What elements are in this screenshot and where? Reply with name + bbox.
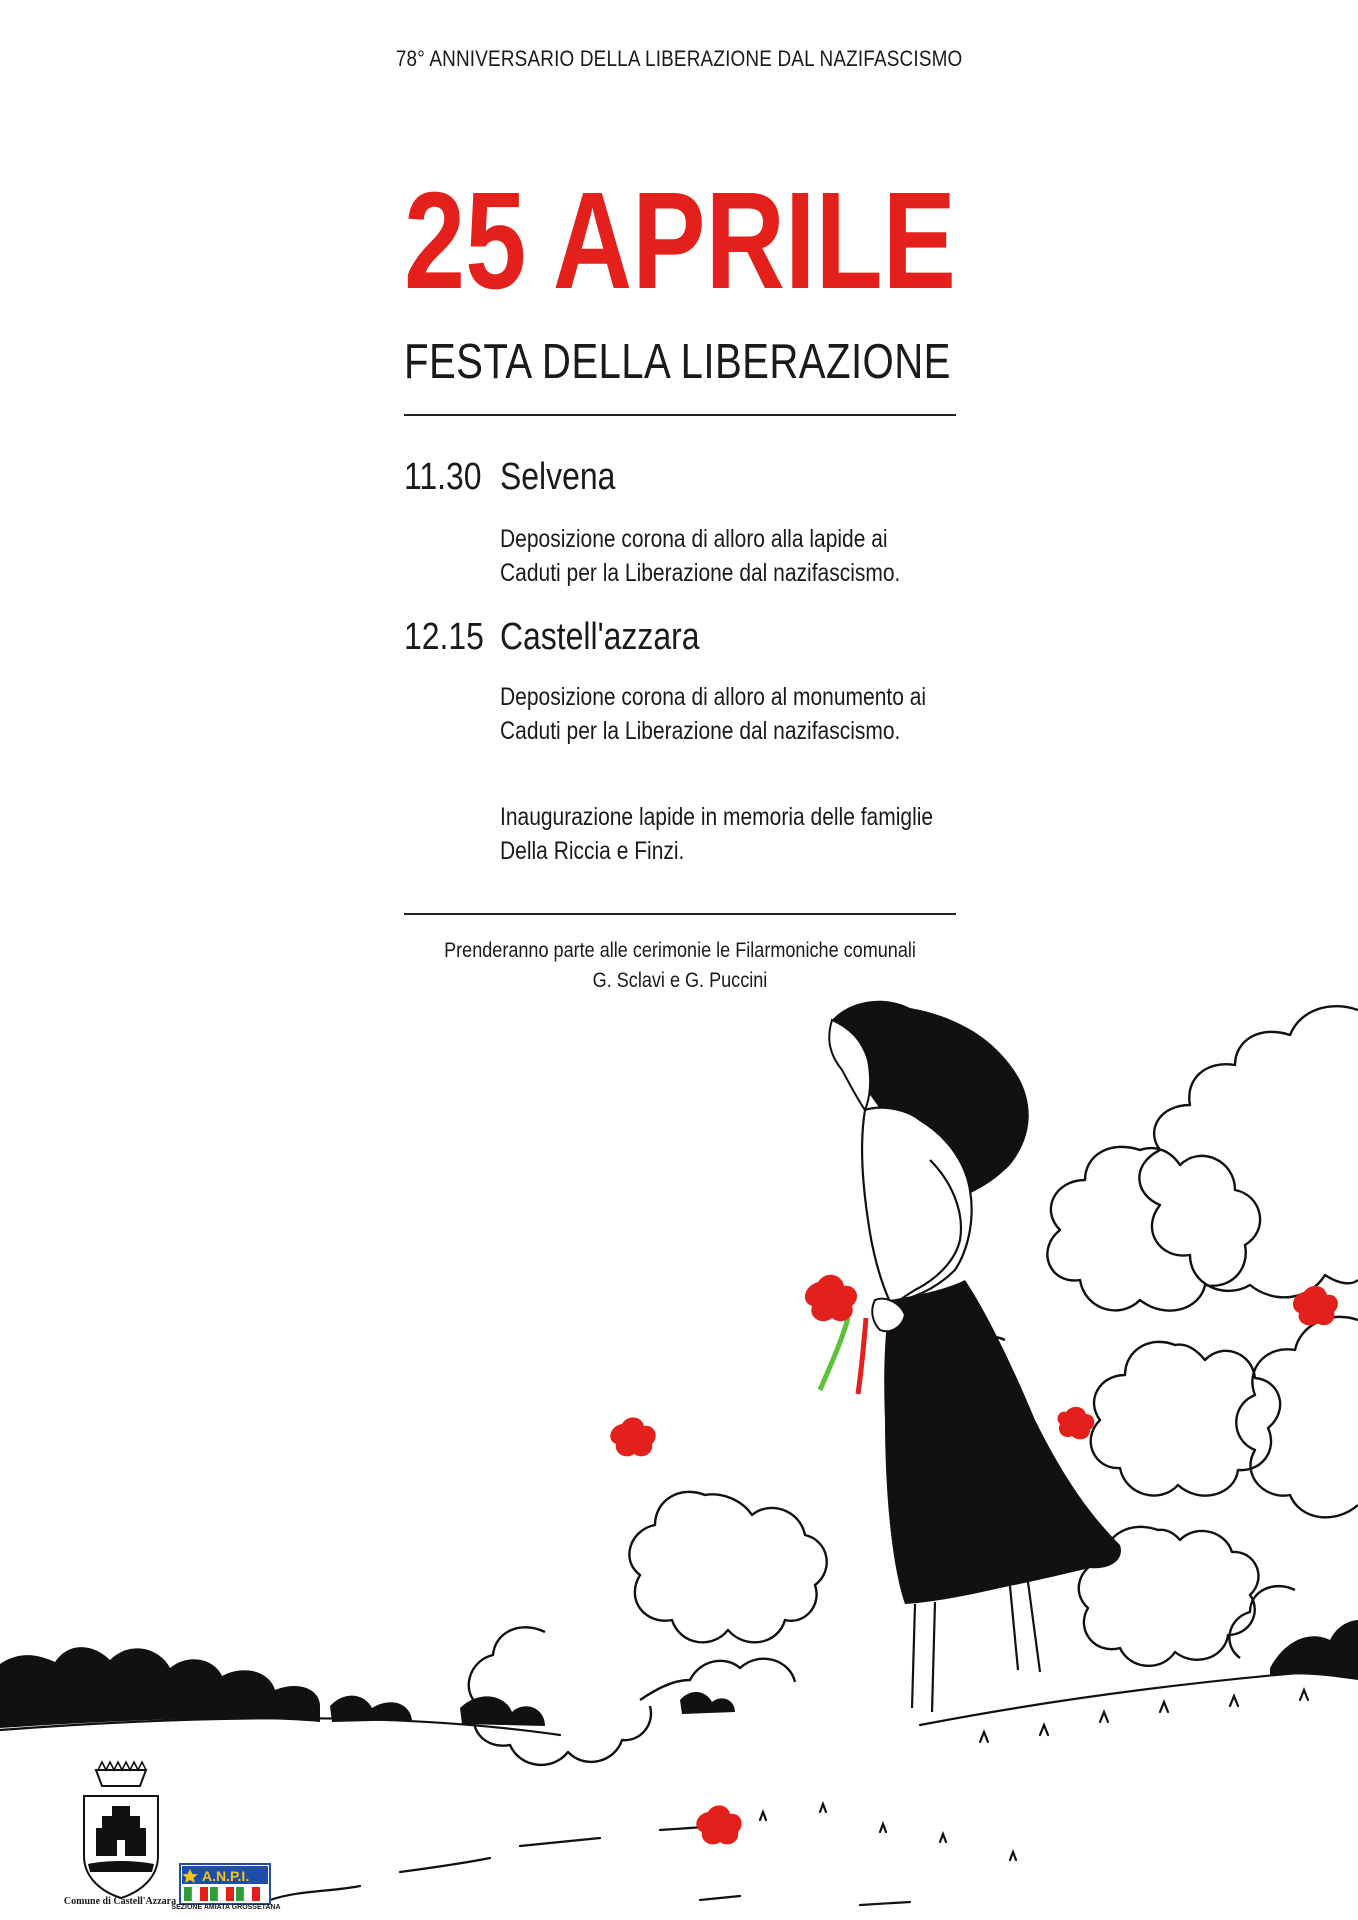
comune-coat-of-arms	[66, 1756, 176, 1912]
treeline	[0, 1620, 1358, 1728]
anpi-caption: SEZIONE AMIATA GROSSETANA	[171, 1904, 281, 1911]
subtitle: FESTA DELLA LIBERAZIONE	[404, 335, 951, 389]
headline-text: 25 APRILE	[404, 164, 956, 318]
event-1-place: Selvena	[500, 456, 616, 498]
anpi-logo	[178, 1862, 272, 1906]
participation-line-2: G. Sclavi e G. Puccini	[592, 969, 768, 992]
event-2-place: Castell'azzara	[500, 616, 700, 658]
comune-caption: Comune di Castell'Azzara	[63, 1896, 177, 1907]
event-2-inauguration: Inaugurazione lapide in memoria delle famiglie Della Riccia e Finzi.	[500, 803, 934, 865]
event-2-description: Deposizione corona di alloro al monumento ai Caduti per la Liberazione dal nazifascismo.	[500, 683, 927, 745]
anpi-name: A.N.P.I.	[202, 1868, 250, 1884]
event-1-time: 11.30	[404, 456, 482, 498]
woman-figure	[820, 1001, 1121, 1712]
event-2-time: 12.15	[404, 616, 484, 658]
participation-line-1: Prenderanno parte alle cerimonie le Filarmoniche comunali	[444, 939, 916, 962]
event-1-description: Deposizione corona di alloro alla lapide ai Caduti per la Liberazione dal nazifascismo.	[500, 525, 901, 587]
anniversary-line: 78° ANNIVERSARIO DELLA LIBERAZIONE DAL NAZIFASCISMO	[395, 46, 963, 71]
